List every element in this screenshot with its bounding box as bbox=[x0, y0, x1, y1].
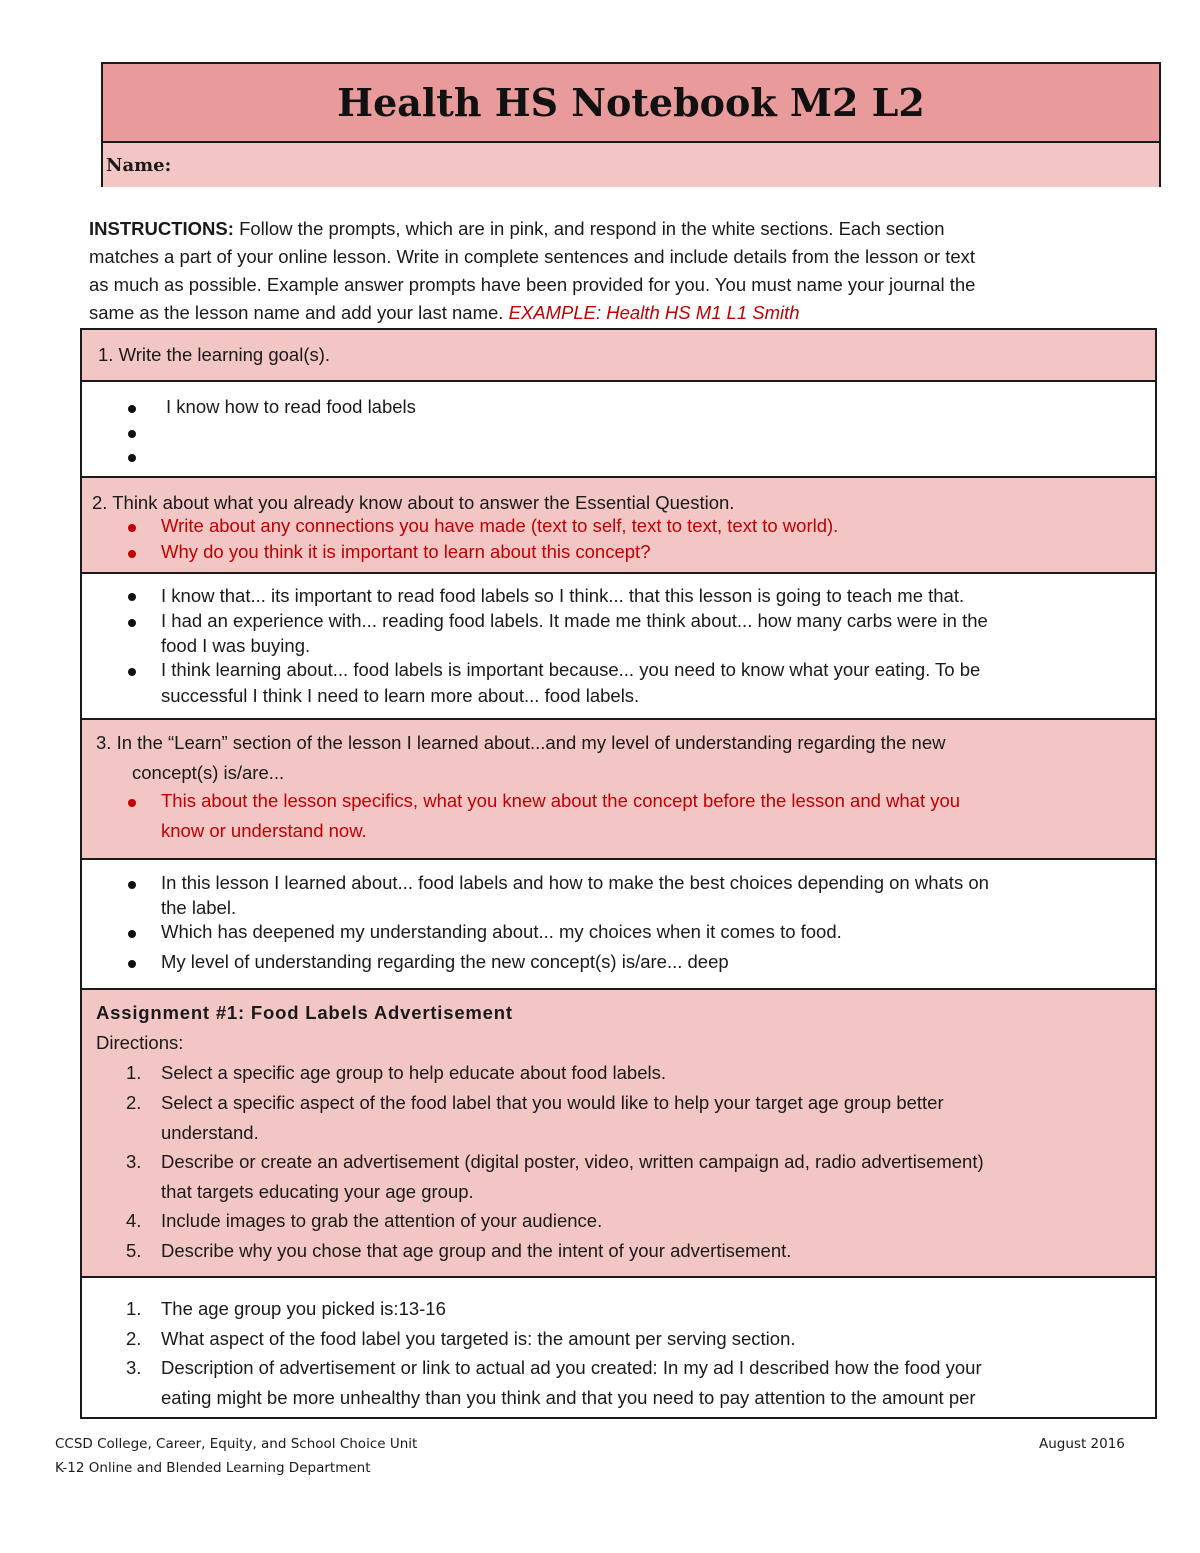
notebook-table bbox=[80, 328, 1157, 1419]
section1-prompt-row bbox=[82, 330, 1155, 380]
list-number: 5. bbox=[126, 1240, 142, 1261]
bullet-icon bbox=[128, 881, 136, 889]
bullet-icon bbox=[128, 430, 136, 438]
footer-department: K-12 Online and Blended Learning Department bbox=[55, 1460, 371, 1476]
instructions-example: EXAMPLE: Health HS M1 L1 Smith bbox=[508, 302, 800, 323]
direction-2b: understand. bbox=[161, 1122, 259, 1143]
list-number: 4. bbox=[126, 1210, 142, 1231]
section3-prompt-row bbox=[82, 718, 1155, 858]
direction-5: Describe why you chose that age group and the intent of your advertisement. bbox=[161, 1240, 792, 1261]
response-2: What aspect of the food label you targeted is: the amount per serving section. bbox=[161, 1328, 796, 1349]
section2-prompt-row bbox=[82, 476, 1155, 572]
bullet-icon bbox=[128, 619, 136, 627]
list-number: 1. bbox=[126, 1298, 142, 1319]
bullet-icon bbox=[128, 930, 136, 938]
name-label: Name: bbox=[106, 154, 172, 176]
response-1: The age group you picked is:13-16 bbox=[161, 1298, 446, 1319]
instructions-line1: Follow the prompts, which are in pink, and respond in the white sections. Each section bbox=[239, 218, 945, 239]
section3-answer-3: My level of understanding regarding the new concept(s) is/are... deep bbox=[161, 951, 729, 972]
bullet-icon bbox=[128, 593, 136, 601]
footer-unit: CCSD College, Career, Equity, and School Choice Unit bbox=[55, 1436, 418, 1452]
list-number: 2. bbox=[126, 1328, 142, 1349]
bullet-icon bbox=[128, 668, 136, 676]
section2-answer-2b: food I was buying. bbox=[161, 635, 311, 656]
section3-answer-2: Which has deepened my understanding about... my choices when it comes to food. bbox=[161, 921, 842, 942]
instructions bbox=[89, 215, 1155, 327]
footer-date: August 2016 bbox=[1039, 1436, 1125, 1452]
section3-prompt-1: 3. In the “Learn” section of the lesson I learned about...and my level of understanding regarding the new bbox=[96, 732, 946, 753]
direction-3a: Describe or create an advertisement (digital poster, video, written campaign ad, radio advertisement) bbox=[161, 1151, 984, 1172]
name-field[interactable] bbox=[103, 143, 1159, 187]
direction-4: Include images to grab the attention of your audience. bbox=[161, 1210, 603, 1231]
title-block bbox=[101, 62, 1161, 187]
instructions-line3: as much as possible. Example answer prompts have been provided for you. You must name your journal the bbox=[89, 274, 976, 295]
instructions-line2: matches a part of your online lesson. Write in complete sentences and include details from the lesson or text bbox=[89, 246, 976, 267]
bullet-icon bbox=[128, 960, 136, 968]
section2-answer-row[interactable] bbox=[82, 572, 1155, 718]
list-number: 3. bbox=[126, 1151, 142, 1172]
section1-answer-1: I know how to read food labels bbox=[166, 396, 416, 417]
section3-sub-2: know or understand now. bbox=[161, 820, 367, 841]
response-3b: eating might be more unhealthy than you think and that you need to pay attention to the amount per bbox=[161, 1387, 976, 1408]
section2-sub-1: Write about any connections you have made (text to self, text to text, text to world). bbox=[161, 515, 839, 536]
direction-3b: that targets educating your age group. bbox=[161, 1181, 474, 1202]
list-number: 2. bbox=[126, 1092, 142, 1113]
section2-answer-3a: I think learning about... food labels is important because... you need to know what your eating. To be bbox=[161, 659, 981, 680]
list-number: 1. bbox=[126, 1062, 142, 1083]
section3-sub-1: This about the lesson specifics, what you knew about the concept before the lesson and what you bbox=[161, 790, 961, 811]
section2-answer-3b: successful I think I need to learn more about... food labels. bbox=[161, 685, 640, 706]
section3-answer-1b: the label. bbox=[161, 897, 237, 918]
direction-1: Select a specific age group to help educate about food labels. bbox=[161, 1062, 666, 1083]
bullet-icon bbox=[128, 454, 136, 462]
response-3a: Description of advertisement or link to actual ad you created: In my ad I described how the food your bbox=[161, 1357, 982, 1378]
assignment-answer-row[interactable] bbox=[82, 1276, 1155, 1417]
section2-prompt: 2. Think about what you already know about to answer the Essential Question. bbox=[92, 492, 735, 513]
directions-label: Directions: bbox=[96, 1032, 184, 1053]
section1-prompt: 1. Write the learning goal(s). bbox=[98, 344, 331, 365]
section3-prompt-2: concept(s) is/are... bbox=[132, 762, 285, 783]
assignment-title: Assignment #1: Food Labels Advertisement bbox=[96, 1002, 513, 1023]
bullet-icon bbox=[128, 405, 136, 413]
section2-sub-2: Why do you think it is important to learn about this concept? bbox=[161, 541, 651, 562]
instructions-label: INSTRUCTIONS: bbox=[89, 218, 234, 239]
section2-answer-1: I know that... its important to read food labels so I think... that this lesson is going to teach me that. bbox=[161, 585, 965, 606]
section3-answer-1a: In this lesson I learned about... food labels and how to make the best choices depending on whats on bbox=[161, 872, 989, 893]
bullet-icon bbox=[128, 524, 136, 532]
bullet-icon bbox=[128, 799, 136, 807]
direction-2a: Select a specific aspect of the food label that you would like to help your target age group better bbox=[161, 1092, 944, 1113]
section1-answer-row[interactable] bbox=[82, 380, 1155, 476]
section3-answer-row[interactable] bbox=[82, 858, 1155, 988]
instructions-line4: same as the lesson name and add your last name. bbox=[89, 302, 504, 323]
section2-answer-2a: I had an experience with... reading food labels. It made me think about... how many carbs were in the bbox=[161, 610, 988, 631]
bullet-icon bbox=[128, 550, 136, 558]
assignment-prompt-row bbox=[82, 988, 1155, 1276]
page-title: Health HS Notebook M2 L2 bbox=[103, 64, 1159, 143]
list-number: 3. bbox=[126, 1357, 142, 1378]
